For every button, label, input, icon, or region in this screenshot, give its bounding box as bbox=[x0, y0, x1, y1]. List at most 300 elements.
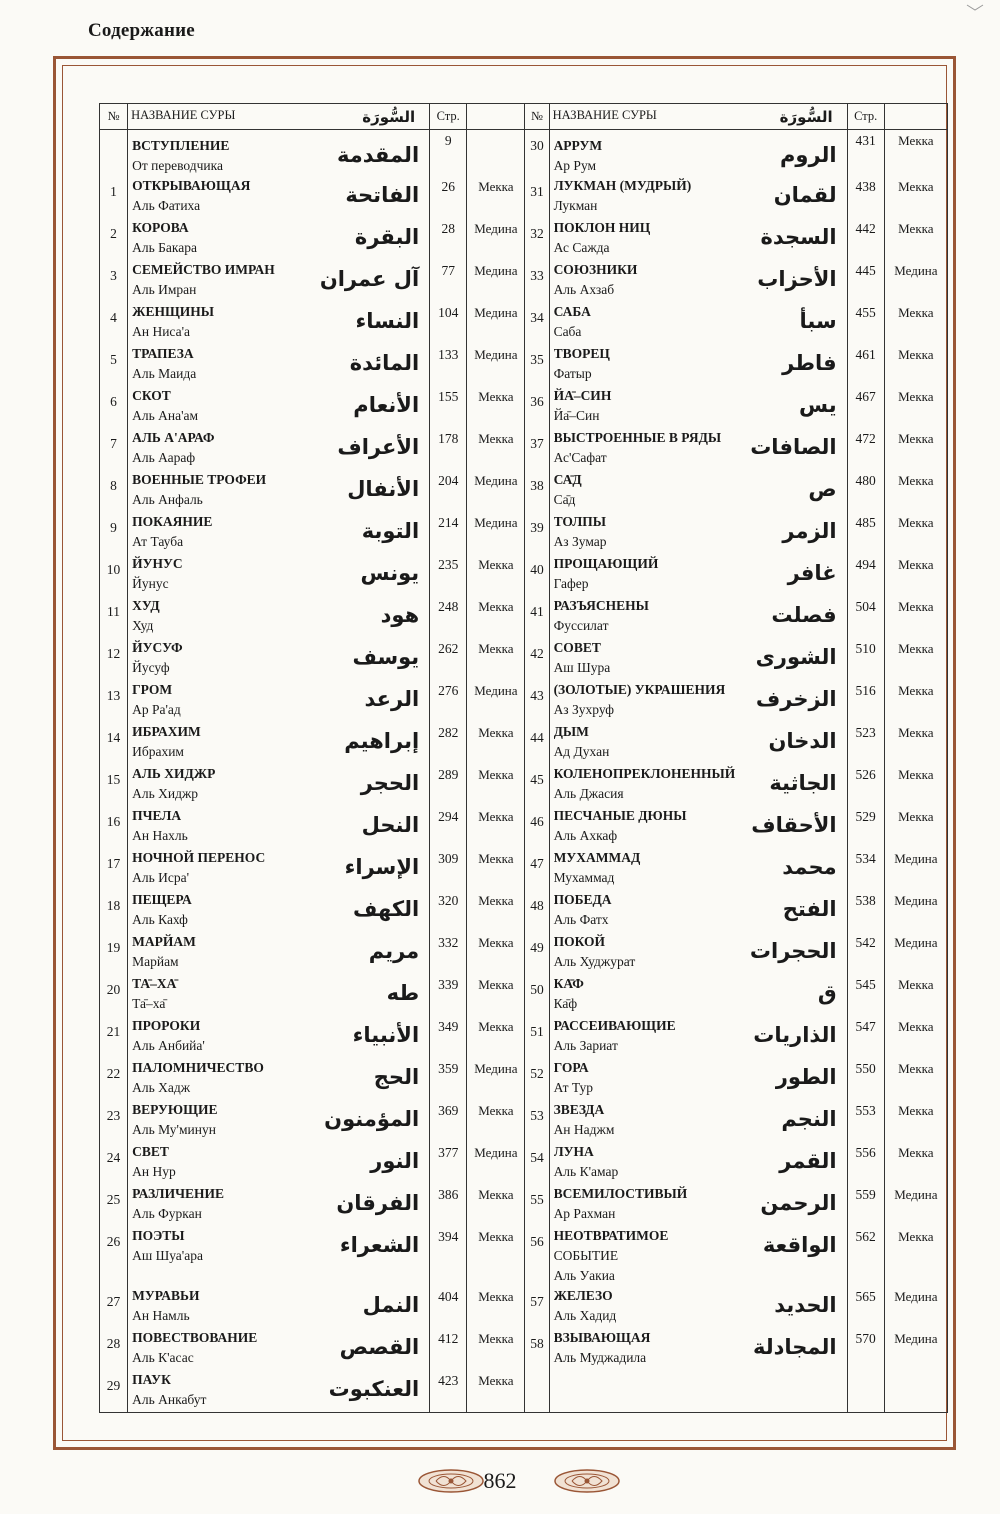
surah-number: 10 bbox=[100, 554, 128, 596]
surah-revelation-place: Мекка bbox=[467, 1370, 525, 1412]
table-row bbox=[100, 1184, 948, 1226]
surah-arabic-name: الأحقاف bbox=[751, 813, 837, 837]
surah-arabic-name: النحل bbox=[361, 813, 420, 837]
surah-page: 404 bbox=[430, 1286, 467, 1328]
surah-russian-name: ТРАПЕЗА bbox=[132, 346, 194, 361]
surah-transliteration: Ас'Сафат bbox=[553, 450, 607, 465]
table-row bbox=[100, 554, 948, 596]
surah-revelation-place-right: Медина bbox=[884, 848, 947, 890]
surah-number-right: 49 bbox=[525, 932, 549, 974]
header-name-label-right: НАЗВАНИЕ СУРЫ bbox=[552, 107, 657, 122]
surah-revelation-place-right: Мекка bbox=[884, 176, 947, 218]
surah-revelation-place-right: Медина bbox=[884, 1184, 947, 1226]
surah-name-cell bbox=[128, 386, 430, 428]
surah-arabic-name: الرعد bbox=[364, 687, 420, 711]
surah-revelation-place-right: Мекка bbox=[884, 974, 947, 1016]
table-row bbox=[100, 890, 948, 932]
surah-name-cell-right bbox=[549, 1328, 847, 1370]
surah-name-cell-right bbox=[549, 1100, 847, 1142]
surah-revelation-place: Медина bbox=[467, 470, 525, 512]
surah-number-right: 33 bbox=[525, 260, 549, 302]
surah-transliteration: Аль Худжурат bbox=[553, 954, 636, 969]
surah-transliteration: Ат Тауба bbox=[132, 534, 184, 549]
surah-page: 9 bbox=[430, 130, 467, 177]
surah-russian-name: АЛЬ ХИДЖР bbox=[132, 766, 216, 781]
surah-page: 214 bbox=[430, 512, 467, 554]
surah-russian-name: МУРАВЬИ bbox=[132, 1288, 200, 1303]
surah-transliteration: Са̄д bbox=[553, 492, 576, 507]
surah-russian-name: ПЧЕЛА bbox=[132, 808, 182, 823]
surah-name-cell-right bbox=[549, 764, 847, 806]
surah-transliteration: Ан Нур bbox=[132, 1164, 176, 1179]
surah-page-right: 565 bbox=[847, 1286, 884, 1328]
surah-revelation-place-right: Мекка bbox=[884, 1100, 947, 1142]
surah-number-right: 42 bbox=[525, 638, 549, 680]
surah-number: 16 bbox=[100, 806, 128, 848]
surah-arabic-name: فصلت bbox=[771, 603, 837, 627]
surah-page: 377 bbox=[430, 1142, 467, 1184]
surah-name-cell-right bbox=[549, 806, 847, 848]
surah-arabic-name: الأنبياء bbox=[352, 1023, 420, 1047]
header-name bbox=[128, 104, 430, 130]
surah-transliteration: Худ bbox=[132, 618, 154, 633]
table-row bbox=[100, 1100, 948, 1142]
surah-transliteration: Аз Зухруф bbox=[553, 702, 615, 717]
surah-name-cell bbox=[128, 974, 430, 1016]
surah-revelation-place-right: Мекка bbox=[884, 596, 947, 638]
surah-revelation-place bbox=[467, 130, 525, 177]
surah-arabic-name: القمر bbox=[779, 1149, 837, 1173]
surah-name-cell-right bbox=[549, 1370, 847, 1412]
surah-transliteration: Лукман bbox=[553, 198, 598, 213]
surah-name-cell bbox=[128, 130, 430, 177]
header-city-right bbox=[884, 104, 947, 130]
surah-arabic-name: الشورى bbox=[755, 645, 837, 669]
surah-revelation-place-right: Мекка bbox=[884, 1058, 947, 1100]
table-row bbox=[100, 1328, 948, 1370]
surah-page-right: 556 bbox=[847, 1142, 884, 1184]
surah-transliteration: Ан Нахль bbox=[132, 828, 188, 843]
surah-transliteration: Ар Рахман bbox=[553, 1206, 616, 1221]
surah-name-cell bbox=[128, 1286, 430, 1328]
table-row bbox=[100, 1058, 948, 1100]
surah-number: 23 bbox=[100, 1100, 128, 1142]
surah-arabic-name: الحجر bbox=[360, 771, 420, 795]
surah-page: 339 bbox=[430, 974, 467, 1016]
surah-name-cell bbox=[128, 302, 430, 344]
surah-name-cell-right bbox=[549, 176, 847, 218]
surah-name-cell bbox=[128, 680, 430, 722]
surah-russian-name: ПОКОЙ bbox=[553, 934, 606, 949]
surah-page-right: 445 bbox=[847, 260, 884, 302]
surah-page-right: 553 bbox=[847, 1100, 884, 1142]
table-row bbox=[100, 1142, 948, 1184]
surah-arabic-name: لقمان bbox=[773, 183, 837, 207]
surah-revelation-place: Мекка bbox=[467, 1286, 525, 1328]
surah-page: 28 bbox=[430, 218, 467, 260]
table-row bbox=[100, 596, 948, 638]
surah-transliteration: Аль Имран bbox=[132, 282, 197, 297]
surah-number-right: 31 bbox=[525, 176, 549, 218]
surah-transliteration: Йунус bbox=[132, 576, 169, 591]
surah-arabic-name: الأعراف bbox=[337, 435, 420, 459]
surah-revelation-place-right: Мекка bbox=[884, 722, 947, 764]
surah-number-right: 38 bbox=[525, 470, 549, 512]
surah-transliteration: Ан Намль bbox=[132, 1308, 190, 1323]
surah-russian-name: НЕОТВРАТИМОЕ bbox=[553, 1228, 669, 1243]
surah-page-right: 472 bbox=[847, 428, 884, 470]
surah-number: 15 bbox=[100, 764, 128, 806]
surah-arabic-name: محمد bbox=[782, 855, 837, 879]
surah-name-cell-right bbox=[549, 848, 847, 890]
surah-russian-name: ТОЛПЫ bbox=[553, 514, 607, 529]
surah-revelation-place-right: Мекка bbox=[884, 1016, 947, 1058]
surah-arabic-name: الذاريات bbox=[753, 1023, 837, 1047]
surah-name-cell-right bbox=[549, 680, 847, 722]
surah-russian-name: ПОКАЯНИЕ bbox=[132, 514, 213, 529]
surah-page-right: 455 bbox=[847, 302, 884, 344]
surah-number: 8 bbox=[100, 470, 128, 512]
surah-page: 235 bbox=[430, 554, 467, 596]
surah-name-cell bbox=[128, 512, 430, 554]
surah-russian-name: ПОБЕДА bbox=[553, 892, 612, 907]
surah-number-right: 32 bbox=[525, 218, 549, 260]
surah-revelation-place: Мекка bbox=[467, 1328, 525, 1370]
surah-page: 332 bbox=[430, 932, 467, 974]
surah-revelation-place: Мекка bbox=[467, 1184, 525, 1226]
surah-transliteration: Аль Фуркан bbox=[132, 1206, 202, 1221]
surah-revelation-place-right: Мекка bbox=[884, 638, 947, 680]
surah-transliteration: Марйам bbox=[132, 954, 179, 969]
surah-page: 320 bbox=[430, 890, 467, 932]
surah-transliteration: Йусуф bbox=[132, 660, 170, 675]
surah-name-cell bbox=[128, 1016, 430, 1058]
surah-arabic-name: الزمر bbox=[782, 519, 837, 543]
surah-page: 248 bbox=[430, 596, 467, 638]
surah-russian-name: СВЕТ bbox=[132, 1144, 169, 1159]
table-row bbox=[100, 1286, 948, 1328]
surah-name-cell bbox=[128, 176, 430, 218]
surah-number: 14 bbox=[100, 722, 128, 764]
header-page-right: Стр. bbox=[847, 104, 884, 130]
table-row bbox=[100, 1016, 948, 1058]
surah-russian-name: РАЗЛИЧЕНИЕ bbox=[132, 1186, 225, 1201]
surah-arabic-name: السجدة bbox=[760, 225, 837, 249]
surah-revelation-place-right: Медина bbox=[884, 1286, 947, 1328]
surah-number: 9 bbox=[100, 512, 128, 554]
table-row bbox=[100, 806, 948, 848]
surah-page: 104 bbox=[430, 302, 467, 344]
surah-number-right: 54 bbox=[525, 1142, 549, 1184]
surah-transliteration: Аль Муджадила bbox=[553, 1350, 647, 1365]
surah-revelation-place-right: Медина bbox=[884, 1328, 947, 1370]
surah-russian-name: СЕМЕЙСТВО ИМРАН bbox=[132, 262, 275, 277]
surah-russian-name: МАРЙАМ bbox=[132, 934, 196, 949]
surah-name-cell-right bbox=[549, 722, 847, 764]
table-row bbox=[100, 974, 948, 1016]
surah-revelation-place: Мекка bbox=[467, 1016, 525, 1058]
surah-revelation-place-right: Мекка bbox=[884, 680, 947, 722]
table-row bbox=[100, 130, 948, 177]
surah-page-right: 494 bbox=[847, 554, 884, 596]
surah-number-right: 43 bbox=[525, 680, 549, 722]
surah-name-cell-right bbox=[549, 1226, 847, 1286]
surah-arabic-name: الجاثية bbox=[769, 771, 837, 795]
surah-russian-name: СОЮЗНИКИ bbox=[553, 262, 638, 277]
surah-transliteration: Аль Ахкаф bbox=[553, 828, 618, 843]
surah-name-cell-right bbox=[549, 1016, 847, 1058]
surah-russian-name: ЛУНА bbox=[553, 1144, 594, 1159]
surah-revelation-place: Медина bbox=[467, 1058, 525, 1100]
surah-arabic-name: الحج bbox=[373, 1065, 420, 1089]
table-row bbox=[100, 848, 948, 890]
surah-revelation-place: Мекка bbox=[467, 764, 525, 806]
surah-revelation-place: Медина bbox=[467, 218, 525, 260]
surah-page-right: 550 bbox=[847, 1058, 884, 1100]
surah-arabic-name: الأحزاب bbox=[757, 267, 837, 291]
surah-transliteration: Аль Ахзаб bbox=[553, 282, 615, 297]
surah-page: 282 bbox=[430, 722, 467, 764]
surah-name-cell bbox=[128, 1142, 430, 1184]
surah-number: 24 bbox=[100, 1142, 128, 1184]
surah-arabic-name: غافر bbox=[787, 561, 837, 585]
surah-name-cell-right bbox=[549, 1184, 847, 1226]
surah-russian-name: ЖЕНЩИНЫ bbox=[132, 304, 215, 319]
surah-arabic-name: الواقعة bbox=[762, 1233, 837, 1257]
surah-russian-name: ВСТУПЛЕНИЕ bbox=[132, 138, 230, 153]
surah-page-right: 504 bbox=[847, 596, 884, 638]
surah-page: 294 bbox=[430, 806, 467, 848]
table-row bbox=[100, 428, 948, 470]
surah-arabic-name: يس bbox=[799, 393, 837, 417]
surah-revelation-place-right: Мекка bbox=[884, 302, 947, 344]
surah-transliteration: Аль К'амар bbox=[553, 1164, 619, 1179]
surah-name-cell bbox=[128, 890, 430, 932]
surah-number-right: 40 bbox=[525, 554, 549, 596]
surah-transliteration: Ан Наджм bbox=[553, 1122, 615, 1137]
surah-revelation-place-right: Медина bbox=[884, 890, 947, 932]
surah-transliteration: Аль Кахф bbox=[132, 912, 188, 927]
surah-name-cell bbox=[128, 848, 430, 890]
surah-russian-name: ПАУК bbox=[132, 1372, 171, 1387]
surah-name-cell bbox=[128, 344, 430, 386]
surah-russian-name: ВЗЫВАЮЩАЯ bbox=[553, 1330, 651, 1345]
header-arabic-label: السُّورَة bbox=[362, 107, 416, 126]
surah-revelation-place: Мекка bbox=[467, 596, 525, 638]
surah-revelation-place-right: Мекка bbox=[884, 512, 947, 554]
header-name-right bbox=[549, 104, 847, 130]
surah-page: 155 bbox=[430, 386, 467, 428]
table-row bbox=[100, 512, 948, 554]
surah-russian-name: ЙА̄–СИН bbox=[553, 388, 612, 403]
surah-transliteration: От переводчика bbox=[132, 158, 223, 173]
surah-number-right: 30 bbox=[525, 130, 549, 177]
surah-name-cell bbox=[128, 1100, 430, 1142]
surah-russian-name: ВЕРУЮЩИЕ bbox=[132, 1102, 218, 1117]
surah-transliteration: Ас Сажда bbox=[553, 240, 610, 255]
surah-arabic-name: الأنعام bbox=[353, 393, 420, 417]
surah-russian-name: РАССЕИВАЮЩИЕ bbox=[553, 1018, 676, 1033]
surah-page-right: 562 bbox=[847, 1226, 884, 1286]
surah-russian-name: ЖЕЛЕЗО bbox=[553, 1288, 613, 1303]
surah-arabic-name: ق bbox=[817, 981, 837, 1005]
surah-name-cell bbox=[128, 596, 430, 638]
surah-number-right: 50 bbox=[525, 974, 549, 1016]
surah-transliteration: Фуссилат bbox=[553, 618, 609, 633]
surah-number: 4 bbox=[100, 302, 128, 344]
surah-revelation-place: Медина bbox=[467, 260, 525, 302]
surah-name-cell-right bbox=[549, 218, 847, 260]
surah-russian-name: ЙУСУФ bbox=[132, 640, 183, 655]
surah-revelation-place: Мекка bbox=[467, 722, 525, 764]
surah-transliteration: Аль Маида bbox=[132, 366, 197, 381]
surah-revelation-place: Мекка bbox=[467, 932, 525, 974]
surah-number: 6 bbox=[100, 386, 128, 428]
surah-arabic-name: الكهف bbox=[352, 897, 420, 921]
contents-table bbox=[99, 103, 948, 1413]
surah-number-right: 56 bbox=[525, 1226, 549, 1286]
surah-revelation-place-right: Мекка bbox=[884, 554, 947, 596]
page-footer bbox=[0, 1462, 1000, 1502]
surah-transliteration: Аль Зариат bbox=[553, 1038, 618, 1053]
surah-transliteration: Аль Исра' bbox=[132, 870, 190, 885]
surah-page-right: 534 bbox=[847, 848, 884, 890]
surah-number: 5 bbox=[100, 344, 128, 386]
surah-russian-name: РАЗЪЯСНЕНЫ bbox=[553, 598, 649, 613]
table-row bbox=[100, 1370, 948, 1412]
surah-arabic-name: آل عمران bbox=[319, 267, 420, 291]
surah-page-right: 529 bbox=[847, 806, 884, 848]
surah-russian-name: ТА̄–ХА̄ bbox=[132, 976, 177, 991]
surah-page-right: 510 bbox=[847, 638, 884, 680]
surah-number-right: 46 bbox=[525, 806, 549, 848]
surah-name-cell bbox=[128, 1058, 430, 1100]
table-row bbox=[100, 764, 948, 806]
surah-arabic-name: الدخان bbox=[768, 729, 837, 753]
surah-page-right: 442 bbox=[847, 218, 884, 260]
surah-name-cell-right bbox=[549, 130, 847, 177]
header-name-label: НАЗВАНИЕ СУРЫ bbox=[131, 107, 236, 122]
surah-transliteration: Саба bbox=[553, 324, 582, 339]
surah-page-right: 480 bbox=[847, 470, 884, 512]
surah-transliteration: Ка̄ф bbox=[553, 996, 578, 1011]
surah-page: 133 bbox=[430, 344, 467, 386]
surah-arabic-name: ص bbox=[808, 477, 837, 501]
surah-transliteration: Аль Ана'ам bbox=[132, 408, 199, 423]
surah-russian-name: МУХАММАД bbox=[553, 850, 641, 865]
surah-arabic-name: النور bbox=[370, 1149, 420, 1173]
surah-number: 18 bbox=[100, 890, 128, 932]
surah-number: 12 bbox=[100, 638, 128, 680]
surah-number: 26 bbox=[100, 1226, 128, 1286]
surah-revelation-place: Мекка bbox=[467, 176, 525, 218]
surah-revelation-place: Мекка bbox=[467, 890, 525, 932]
surah-page: 178 bbox=[430, 428, 467, 470]
surah-number: 17 bbox=[100, 848, 128, 890]
surah-number-right: 47 bbox=[525, 848, 549, 890]
surah-page-right bbox=[847, 1370, 884, 1412]
surah-revelation-place-right: Мекка bbox=[884, 764, 947, 806]
surah-russian-name: ПОВЕСТВОВАНИЕ bbox=[132, 1330, 258, 1345]
surah-arabic-name: الروم bbox=[780, 143, 837, 167]
surah-arabic-name: الإسراء bbox=[344, 855, 420, 879]
surah-arabic-name: المجادلة bbox=[753, 1335, 837, 1359]
surah-arabic-name: إبراهيم bbox=[344, 729, 420, 753]
surah-revelation-place-right: Мекка bbox=[884, 386, 947, 428]
surah-arabic-name: الصافات bbox=[750, 435, 837, 459]
surah-revelation-place: Мекка bbox=[467, 806, 525, 848]
surah-name-cell-right bbox=[549, 596, 847, 638]
surah-name-cell-right bbox=[549, 386, 847, 428]
surah-name-cell-right bbox=[549, 1286, 847, 1328]
surah-arabic-name: فاطر bbox=[782, 351, 837, 375]
surah-arabic-name: المائدة bbox=[349, 351, 420, 375]
surah-number: 27 bbox=[100, 1286, 128, 1328]
surah-russian-name: ВСЕМИЛОСТИВЫЙ bbox=[553, 1186, 688, 1201]
surah-number-right bbox=[525, 1370, 549, 1412]
surah-number: 7 bbox=[100, 428, 128, 470]
surah-page: 276 bbox=[430, 680, 467, 722]
surah-name-cell-right bbox=[549, 1058, 847, 1100]
surah-russian-name: ХУД bbox=[132, 598, 160, 613]
surah-russian-name: ДЫМ bbox=[553, 724, 589, 739]
surah-page-right: 467 bbox=[847, 386, 884, 428]
surah-revelation-place: Медина bbox=[467, 302, 525, 344]
table-row bbox=[100, 680, 948, 722]
surah-revelation-place: Мекка bbox=[467, 554, 525, 596]
surah-name-cell-right bbox=[549, 932, 847, 974]
surah-russian-name: АЛЬ А'АРАФ bbox=[132, 430, 215, 445]
table-row bbox=[100, 302, 948, 344]
surah-number-right: 44 bbox=[525, 722, 549, 764]
table-row bbox=[100, 344, 948, 386]
surah-transliteration: Фатыр bbox=[553, 366, 592, 381]
surah-revelation-place: Медина bbox=[467, 1142, 525, 1184]
surah-page-right: 559 bbox=[847, 1184, 884, 1226]
surah-number: 25 bbox=[100, 1184, 128, 1226]
surah-name-cell bbox=[128, 1226, 430, 1286]
surah-number: 19 bbox=[100, 932, 128, 974]
surah-transliteration: Аль Джасия bbox=[553, 786, 624, 801]
surah-revelation-place: Мекка bbox=[467, 974, 525, 1016]
table-header-row bbox=[100, 104, 948, 130]
surah-transliteration: Ад Духан bbox=[553, 744, 610, 759]
surah-number-right: 51 bbox=[525, 1016, 549, 1058]
surah-number-right: 35 bbox=[525, 344, 549, 386]
surah-number-right: 55 bbox=[525, 1184, 549, 1226]
surah-russian-name: ГРОМ bbox=[132, 682, 173, 697]
surah-russian-name: ПОКЛОН НИЦ bbox=[553, 220, 651, 235]
surah-arabic-name: الرحمن bbox=[760, 1191, 837, 1215]
page-title: Содержание bbox=[88, 20, 195, 41]
surah-number: 21 bbox=[100, 1016, 128, 1058]
surah-transliteration: Та̄–ха̄ bbox=[132, 996, 166, 1011]
surah-page: 386 bbox=[430, 1184, 467, 1226]
surah-page-right: 516 bbox=[847, 680, 884, 722]
surah-russian-name: ТВОРЕЦ bbox=[553, 346, 610, 361]
surah-arabic-name: العنكبوت bbox=[328, 1377, 420, 1401]
surah-transliteration: Аль К'асас bbox=[132, 1350, 194, 1365]
header-page: Стр. bbox=[430, 104, 467, 130]
surah-transliteration: Ар Ра'ад bbox=[132, 702, 181, 717]
surah-name-cell bbox=[128, 638, 430, 680]
surah-page-right: 461 bbox=[847, 344, 884, 386]
surah-russian-name: СКОТ bbox=[132, 388, 171, 403]
surah-page: 204 bbox=[430, 470, 467, 512]
surah-russian-name: ПЕСЧАНЫЕ ДЮНЫ bbox=[553, 808, 687, 823]
surah-revelation-place: Мекка bbox=[467, 386, 525, 428]
surah-number-right: 57 bbox=[525, 1286, 549, 1328]
